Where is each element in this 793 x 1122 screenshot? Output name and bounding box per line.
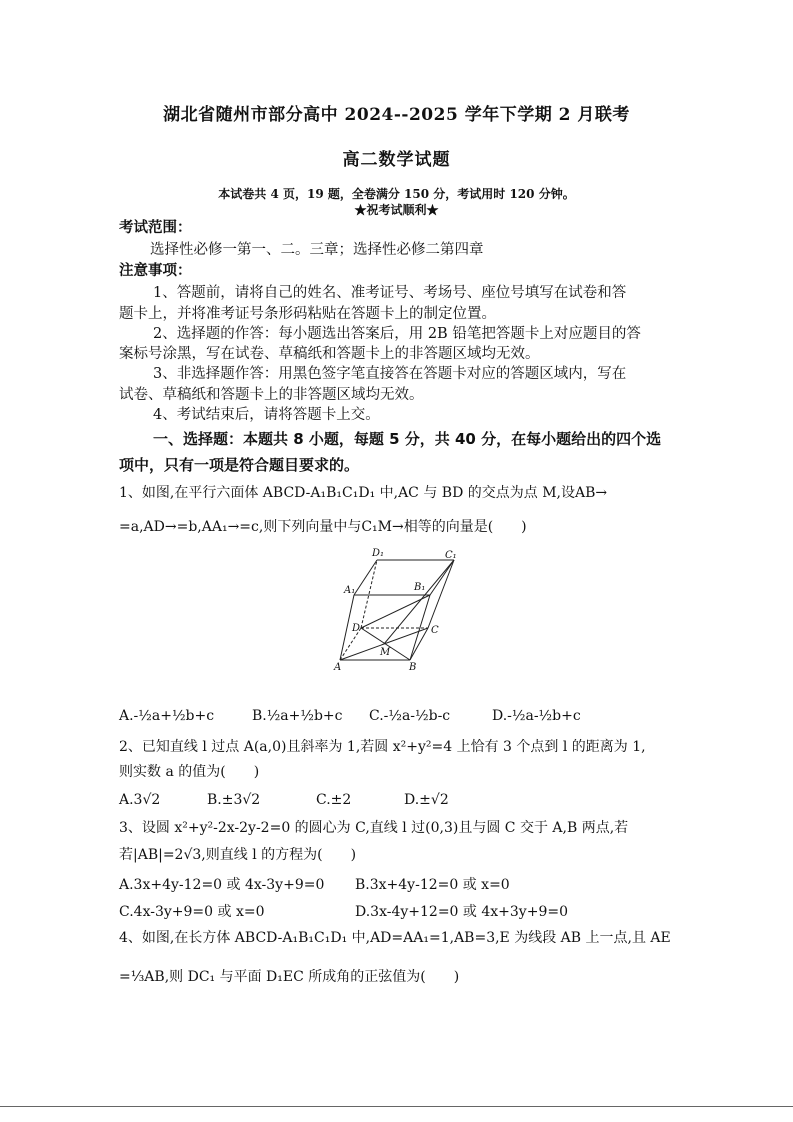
q3-option-d[interactable]: D.3x-4y+12=0 或 4x+3y+9=0 xyxy=(355,904,568,920)
label-c: C xyxy=(431,625,439,636)
notes-label: 注意事项： xyxy=(119,262,192,279)
label-d1: D₁ xyxy=(372,548,385,559)
label-m: M xyxy=(380,647,391,658)
q2-option-a[interactable]: A.3√2 xyxy=(119,792,161,808)
label-b: B xyxy=(409,662,417,673)
parallelepiped-figure xyxy=(330,545,460,675)
label-a: A xyxy=(334,662,342,673)
edge-b1c1 xyxy=(430,560,454,595)
section1-line-2: 项中，只有一项是符合题目要求的。 xyxy=(119,456,360,474)
note-3-line-1: 3、非选择题作答：用黑色签字笔直接答在答题卡对应的答题区域内，写在 xyxy=(153,366,627,382)
label-b1: B₁ xyxy=(414,582,426,593)
q2-line-1: 2、已知直线 l 过点 A(a,0)且斜率为 1,若圆 x²+y²=4 上恰有 3 个点到 l 的距离为 1, xyxy=(119,739,646,755)
note-3-line-2: 试卷、草稿纸和答题卡上的非答题区域均无效。 xyxy=(119,387,424,403)
exam-subtitle: 高二数学试题 xyxy=(342,150,451,170)
edge-cc1 xyxy=(428,560,454,628)
exam-wish: ★祝考试顺利★ xyxy=(354,203,439,217)
q3-line-1: 3、设圆 x²+y²-2x-2y-2=0 的圆心为 C,直线 l 过(0,3)且与圆 C 交于 A,B 两点,若 xyxy=(119,820,629,836)
exam-info: 本试卷共 4 页，19 题，全卷满分 150 分，考试用时 120 分钟。 xyxy=(218,187,575,201)
q4-line-1: 4、如图,在长方体 ABCD-A₁B₁C₁D₁ 中,AD=AA₁=1,AB=3,E 为线段 AB 上一点,且 AE xyxy=(119,930,671,946)
q1-option-c[interactable]: C.-½a-½b-c xyxy=(369,708,451,724)
scope-label: 考试范围： xyxy=(119,219,192,236)
scope-text: 选择性必修一第一、二。三章；选择性必修二第四章 xyxy=(150,242,484,258)
q2-line-2: 则实数 a 的值为( ) xyxy=(119,764,260,780)
edge-dd1 xyxy=(361,560,377,628)
q4-line-2: =⅓AB,则 DC₁ 与平面 D₁EC 所成角的正弦值为( ) xyxy=(119,969,460,985)
q1-option-b[interactable]: B.½a+½b+c xyxy=(252,708,343,724)
label-c1: C₁ xyxy=(445,550,457,561)
q3-option-b[interactable]: B.3x+4y-12=0 或 x=0 xyxy=(355,877,510,893)
q1-option-a[interactable]: A.-½a+½b+c xyxy=(119,708,215,724)
q1-line-1: 1、如图,在平行六面体 ABCD-A₁B₁C₁D₁ 中,AC 与 BD 的交点为点 M,设AB→ xyxy=(119,485,608,501)
q1-option-d[interactable]: D.-½a-½b+c xyxy=(492,708,581,724)
q1-line-2: =a,AD→=b,AA₁→=c,则下列向量中与C₁M→相等的向量是( ) xyxy=(119,519,527,535)
q3-option-a[interactable]: A.3x+4y-12=0 或 4x-3y+9=0 xyxy=(119,877,325,893)
q2-option-b[interactable]: B.±3√2 xyxy=(207,792,261,808)
q2-option-d[interactable]: D.±√2 xyxy=(404,792,449,808)
note-2-line-2: 案标号涂黑，写在试卷、草稿纸和答题卡上的非答题区域均无效。 xyxy=(119,346,540,362)
edge-a1d1 xyxy=(354,560,377,595)
page-bottom-rule xyxy=(0,1106,793,1107)
q3-line-2: 若|AB|=2√3,则直线 l 的方程为( ) xyxy=(119,847,357,863)
note-1-line-1: 1、答题前，请将自己的姓名、准考证号、考场号、座位号填写在试卷和答 xyxy=(153,285,627,301)
q2-option-c[interactable]: C.±2 xyxy=(316,792,352,808)
note-4: 4、考试结束后，请将答题卡上交。 xyxy=(153,407,380,423)
q3-option-c[interactable]: C.4x-3y+9=0 或 x=0 xyxy=(119,904,265,920)
note-2-line-1: 2、选择题的作答：每小题选出答案后，用 2B 铅笔把答题卡上对应题目的答 xyxy=(153,326,641,342)
label-a1: A₁ xyxy=(344,585,356,596)
note-1-line-2: 题卡上，并将准考证号条形码粘贴在答题卡上的制定位置。 xyxy=(119,306,496,322)
edge-bc xyxy=(410,628,428,660)
exam-title: 湖北省随州市部分高中 2024--2025 学年下学期 2 月联考 xyxy=(163,105,630,125)
section1-line-1: 一、选择题：本题共 8 小题，每题 5 分，共 40 分，在每小题给出的四个选 xyxy=(153,430,662,448)
seg-db1 xyxy=(361,595,430,628)
label-d: D xyxy=(352,623,361,634)
